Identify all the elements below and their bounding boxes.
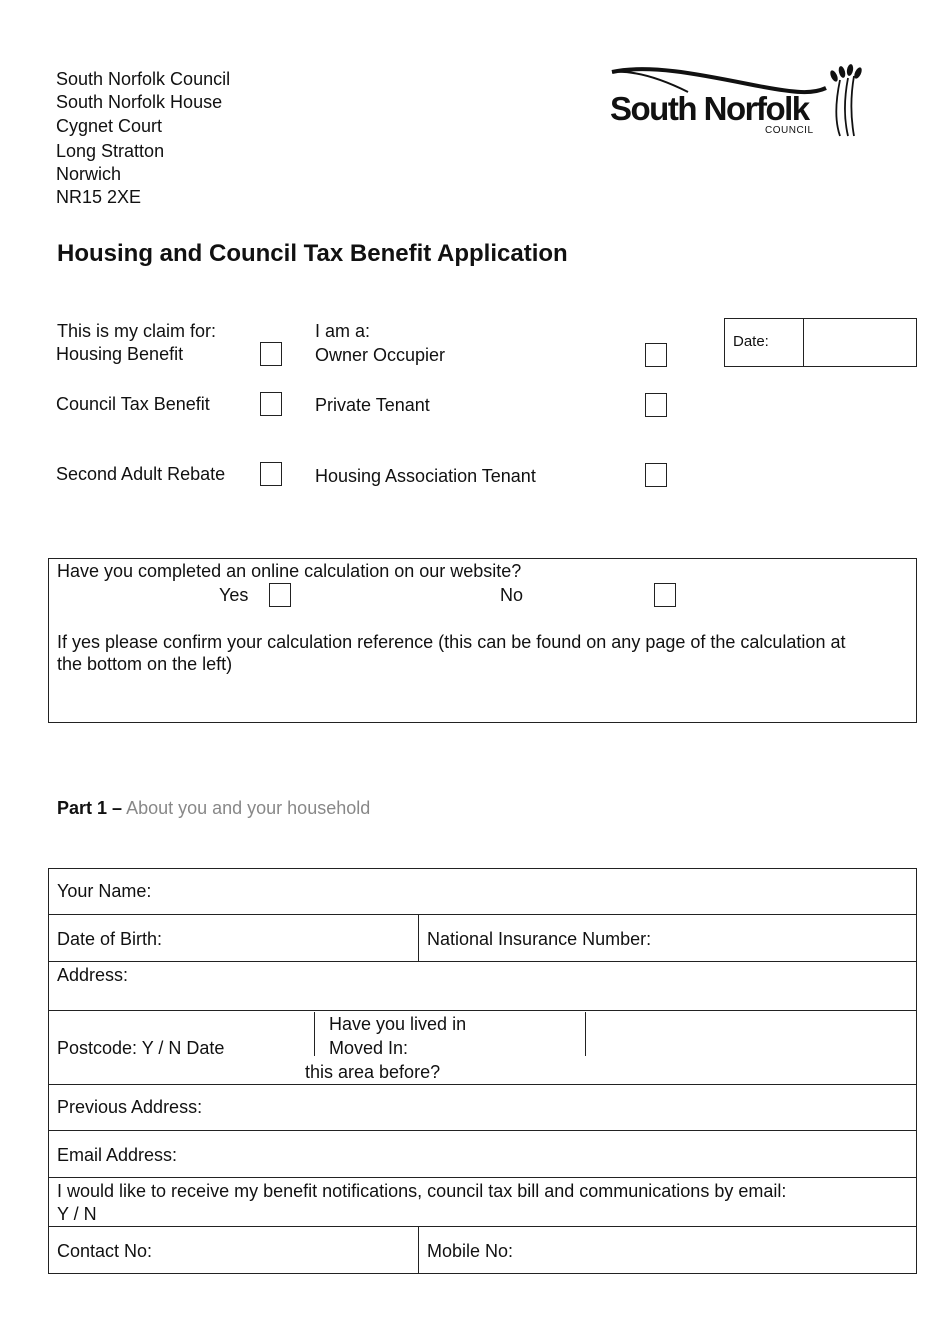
part1-label: Part 1 – [57,798,123,818]
claim-option-label: Second Adult Rebate [56,464,226,484]
council-tax-benefit-checkbox[interactable] [260,392,282,416]
dob-label: Date of Birth: [57,929,163,949]
email-preference-text: I would like to receive my benefit notifications, council tax bill and communications by email: [57,1181,787,1201]
row-divider [48,914,917,915]
page-title: Housing and Council Tax Benefit Application [57,240,568,267]
row-divider [48,1226,917,1227]
online-calc-yes-checkbox[interactable] [269,583,291,607]
ni-label: National Insurance Number: [427,929,652,949]
housing-benefit-checkbox[interactable] [260,342,282,366]
moved-in-date-input[interactable] [590,1013,913,1081]
tenure-option-label: Private Tenant [315,395,430,415]
column-divider [314,1012,315,1056]
contact-label: Contact No: [57,1241,153,1261]
date-divider [803,318,804,367]
email-input[interactable] [195,1133,913,1175]
name-input[interactable] [165,870,913,912]
column-divider [585,1012,586,1056]
logo-name: South Norfolk [610,90,809,127]
calc-reference-text: the bottom on the left) [57,654,233,674]
column-divider [418,1226,419,1274]
address-input[interactable] [140,964,913,1008]
dob-input[interactable] [175,917,415,959]
column-divider [418,914,419,961]
ni-input[interactable] [672,917,913,959]
mobile-input[interactable] [530,1229,913,1271]
email-label: Email Address: [57,1145,178,1165]
part1-subtitle: About you and your household [126,798,371,818]
claim-option-label: Council Tax Benefit [56,394,210,414]
lived-in-area-label: this area before? [305,1062,441,1082]
postcode-label: Postcode: Y / N Date [57,1038,225,1058]
row-divider [48,1010,917,1011]
council-logo [608,64,868,142]
address-line: Cygnet Court [56,116,163,136]
address-line: South Norfolk House [56,92,223,112]
row-divider [48,1130,917,1131]
tenure-heading: I am a: [315,321,371,341]
online-calc-question: Have you completed an online calculation on our website? [57,561,522,581]
address-line: Norwich [56,164,122,184]
part1-heading [57,797,370,820]
mobile-label: Mobile No: [427,1241,514,1261]
previous-address-label: Previous Address: [57,1097,203,1117]
address-line: NR15 2XE [56,187,142,207]
claim-heading: This is my claim for: [57,321,217,341]
date-input[interactable] [805,320,915,365]
date-label: Date: [733,333,769,350]
row-divider [48,1084,917,1085]
owner-occupier-checkbox[interactable] [645,343,667,367]
claim-option-label: Housing Benefit [56,344,184,364]
housing-association-tenant-checkbox[interactable] [645,463,667,487]
row-divider [48,961,917,962]
address-line: South Norfolk Council [56,69,231,89]
row-divider [48,1177,917,1178]
previous-address-input[interactable] [220,1087,913,1128]
second-adult-rebate-checkbox[interactable] [260,462,282,486]
private-tenant-checkbox[interactable] [645,393,667,417]
address-line: Long Stratton [56,141,165,161]
online-calc-no-label: No [500,585,524,605]
name-label: Your Name: [57,881,152,901]
council-address [56,68,230,209]
tenure-option-label: Housing Association Tenant [315,466,536,486]
lived-in-area-label: Have you lived in [329,1014,467,1034]
online-calc-no-checkbox[interactable] [654,583,676,607]
address-label: Address: [57,965,129,985]
moved-in-label: Moved In: [329,1038,409,1058]
tenure-option-label: Owner Occupier [315,345,446,365]
email-preference-yn[interactable]: Y / N [57,1204,97,1224]
contact-input[interactable] [165,1229,415,1271]
online-calc-yes-label: Yes [219,585,249,605]
calc-reference-text: If yes please confirm your calculation reference (this can be found on any page of the calculation at [57,632,846,652]
logo-sub: COUNCIL [765,125,814,136]
